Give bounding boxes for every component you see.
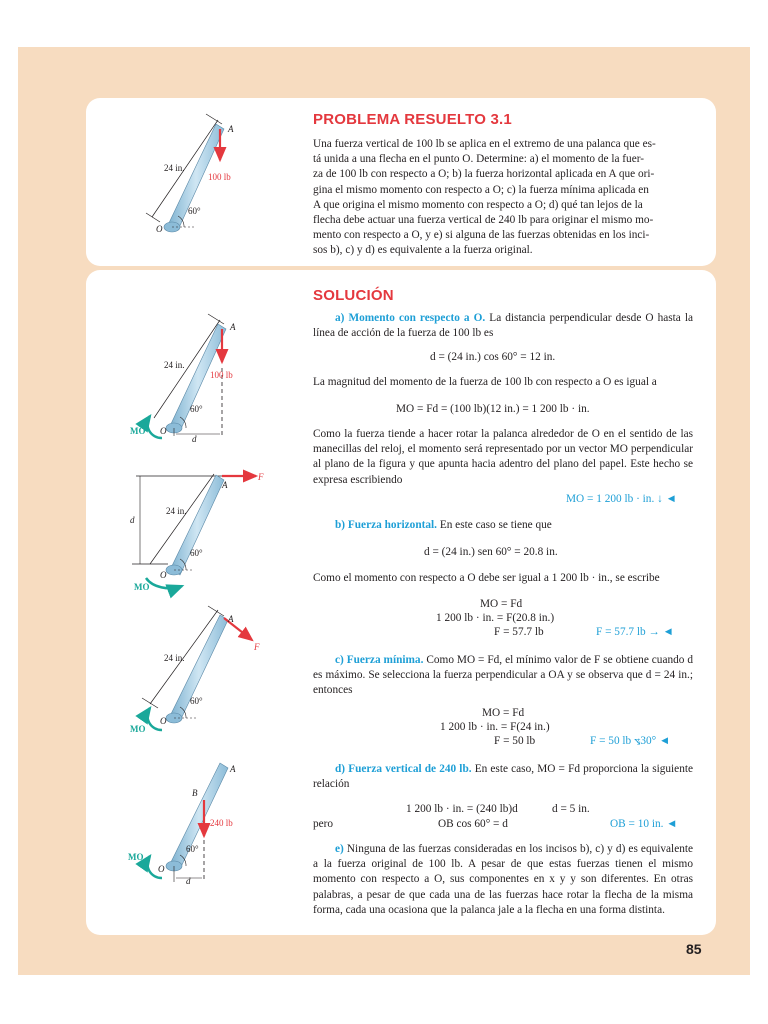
page-number: 85: [686, 941, 702, 957]
eq-c-a: MO = Fd: [482, 707, 525, 719]
eq-d-a: 1 200 lb · in. = (240 lb)d: [406, 803, 518, 815]
problem-line: A que origina el mismo momento con respecto a O; d) qué tan lejos de la: [313, 198, 643, 211]
problem-line: sos b), c) y d) es equivalente a la fuerza original.: [313, 244, 533, 257]
part-a-text2: La magnitud del momento de la fuerza de 100 lb con respecto a O es igual a: [313, 376, 657, 388]
svg-text:d: d: [186, 876, 191, 886]
problem-figure: [140, 112, 280, 242]
part-e: e) Ninguna de las fuerzas consideradas en los incisos b), c) y d) es equivalente a la fuerza original de 100 lb. A pesar de que estas fuerzas tienen el mismo momento con respecto a O, sus componentes en x y y son diferentes. En otras palabras, a pesar de que cada una de las fuerzas hace rotar la flecha de la misma forma, cada una ocasiona que la palanca jale a la flecha en una forma distinta.: [313, 843, 694, 916]
answer-d: OB = 10 in. ◄: [610, 818, 678, 830]
problem-line: Una fuerza vertical de 100 lb se aplica en el extremo de una palanca que es-: [313, 138, 656, 150]
label-O: O: [156, 224, 163, 234]
problem-title: PROBLEMA RESUELTO 3.1: [313, 111, 512, 128]
eq-a1: d = (24 in.) cos 60° = 12 in.: [430, 351, 556, 363]
svg-text:60°: 60°: [190, 696, 203, 706]
problem-text: [313, 137, 693, 259]
svg-text:100 lb: 100 lb: [210, 370, 233, 380]
answer-b: F = 57.7 lb → ◄: [596, 626, 674, 638]
problem-line: mento con respecto a O, y e) si alguna de las fuerzas obtenidas en los inci-: [313, 229, 650, 242]
svg-text:60°: 60°: [186, 844, 199, 854]
svg-text:A: A: [222, 480, 228, 490]
eq-c-c: F = 50 lb: [494, 735, 536, 747]
eq-a2: MO = Fd = (100 lb)(12 in.) = 1 200 lb · in.: [396, 403, 590, 415]
svg-text:d: d: [130, 515, 135, 525]
part-b-text2: Como el momento con respecto a O debe ser igual a 1 200 lb · in., se escribe: [313, 572, 660, 584]
svg-text:O: O: [158, 864, 165, 874]
svg-text:F: F: [258, 472, 264, 482]
svg-text:24 in.: 24 in.: [164, 653, 185, 663]
figure-b: [128, 460, 288, 600]
answer-a: MO = 1 200 lb · in. ↓ ◄: [566, 493, 677, 505]
problem-line: gina el mismo momento con respecto a O; c) la fuerza mínima aplicada en: [313, 183, 649, 196]
answer-c: F = 50 lb ⦪30° ◄: [590, 735, 671, 747]
eq-d-a2: d = 5 in.: [552, 803, 590, 815]
part-d-intro: d) Fuerza vertical de 240 lb. En este caso, MO = Fd proporciona la siguiente relación: [313, 763, 693, 791]
svg-text:B: B: [192, 788, 198, 798]
eq-b-a: MO = Fd: [480, 598, 523, 610]
problem-line: flecha debe actuar una fuerza vertical de 240 lb para originar el mismo mo-: [313, 214, 654, 227]
problem-line: za de 100 lb con respecto a O; b) la fuerza horizontal aplicada en A que ori-: [313, 168, 655, 181]
part-b-intro: b) Fuerza horizontal. En este caso se tiene que: [335, 519, 552, 531]
solution-title: SOLUCIÓN: [313, 287, 394, 304]
part-a-text3: Como la fuerza tiende a hacer rotar la palanca alrededor de O en el sentido de las manecillas del reloj, el momento será representado por un vector MO perpendicular al plano de la figura y que apunta hacia adentro del plano del papel. Este hecho se expresa escribiendo: [313, 428, 693, 486]
svg-text:O: O: [160, 570, 167, 580]
svg-text:O: O: [160, 716, 167, 726]
eq-d-b: OB cos 60° = d: [438, 818, 508, 830]
svg-text:60°: 60°: [190, 548, 203, 558]
label-A: A: [228, 124, 234, 134]
eq-b-b: 1 200 lb · in. = F(20.8 in.): [436, 612, 555, 624]
part-a-intro: a) Momento con respecto a O. La distancia perpendicular desde O hasta la línea de acción de la fuerza de 100 lb es: [313, 312, 694, 340]
part-d-label: d) Fuerza vertical de 240 lb.: [335, 763, 472, 775]
svg-text:MO: MO: [128, 852, 144, 862]
svg-text:O: O: [160, 426, 167, 436]
label-angle: 60°: [188, 206, 201, 216]
eq-b1: d = (24 in.) sen 60° = 20.8 in.: [424, 546, 558, 558]
svg-text:MO: MO: [130, 426, 146, 436]
part-c-intro: c) Fuerza mínima. Como MO = Fd, el mínimo valor de F se obtiene cuando d es máximo. Se selecciona la fuerza perpendicular a OA y se observa que d = 24 in.; entonces: [313, 654, 693, 697]
figure-d: [128, 756, 288, 886]
svg-text:A: A: [230, 764, 236, 774]
label-length: 24 in.: [164, 163, 185, 173]
svg-text:A: A: [228, 614, 234, 624]
eq-b-c: F = 57.7 lb: [494, 626, 544, 638]
svg-text:24 in.: 24 in.: [166, 506, 187, 516]
pero-label: pero: [313, 818, 334, 830]
part-a-label: a) Momento con respecto a O.: [335, 312, 486, 324]
svg-text:MO: MO: [134, 582, 150, 592]
figure-c: [128, 606, 288, 736]
label-force: 100 lb: [208, 172, 231, 182]
svg-text:d: d: [192, 434, 197, 444]
svg-text:MO: MO: [130, 724, 146, 734]
figure-a: [128, 308, 288, 448]
part-e-label: e): [335, 843, 344, 855]
eq-c-b: 1 200 lb · in. = F(24 in.): [440, 721, 550, 733]
svg-text:A: A: [230, 322, 236, 332]
svg-text:24 in.: 24 in.: [164, 360, 185, 370]
part-b-label: b) Fuerza horizontal.: [335, 519, 437, 531]
svg-text:60°: 60°: [190, 404, 203, 414]
problem-line: tá unida a una flecha en el punto O. Determine: a) el momento de la fuer-: [313, 153, 645, 166]
part-c-label: c) Fuerza mínima.: [335, 654, 424, 666]
svg-text:F: F: [254, 642, 260, 652]
svg-text:240 lb: 240 lb: [210, 818, 233, 828]
